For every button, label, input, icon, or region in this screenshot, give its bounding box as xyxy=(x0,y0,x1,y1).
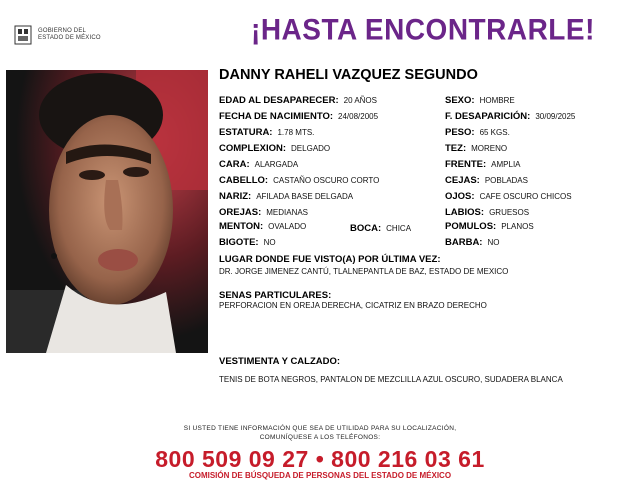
government-logo xyxy=(12,22,127,48)
field-label: BOCA: xyxy=(350,223,382,234)
field-value: AFILADA BASE DELGADA xyxy=(256,192,354,201)
field-label: CARA: xyxy=(219,159,250,170)
field-forehead xyxy=(445,160,521,170)
field-label: EDAD AL DESAPARECER: xyxy=(219,95,339,106)
field-age xyxy=(219,96,377,106)
field-cheekbones xyxy=(445,222,534,232)
field-disappearance-date xyxy=(445,112,575,122)
field-height xyxy=(219,128,314,138)
info-line-1: SI USTED TIENE INFORMACIÓN QUE SEA DE UTILIDAD PARA SU LOCALIZACIÓN, xyxy=(183,425,457,432)
field-value: NO xyxy=(487,238,500,247)
field-value: OVALADO xyxy=(268,222,307,231)
field-nose xyxy=(219,192,353,202)
field-label: CEJAS: xyxy=(445,175,480,186)
field-label: SEXO: xyxy=(445,95,475,106)
logo-text xyxy=(38,28,101,42)
logo-line-1: GOBIERNO DEL xyxy=(38,28,87,34)
field-value: GRUESOS xyxy=(489,208,530,217)
field-value: PLANOS xyxy=(501,222,534,231)
person-name: DANNY RAHELI VAZQUEZ SEGUNDO xyxy=(219,67,478,83)
field-value: MEDIANAS xyxy=(266,208,309,217)
field-label: OJOS: xyxy=(445,191,475,202)
field-label: OREJAS: xyxy=(219,207,262,218)
clothing-value: TENIS DE BOTA NEGROS, PANTALON DE MEZCLILLA AZUL OSCURO, SUDADERA BLANCA xyxy=(219,375,563,384)
field-label: BARBA: xyxy=(445,237,483,248)
field-value: 1.78 MTS. xyxy=(277,128,315,137)
field-value: 24/08/2005 xyxy=(338,112,379,121)
field-label: LABIOS: xyxy=(445,207,485,218)
info-line-2: COMUNÍQUESE A LOS TELÉFONOS: xyxy=(259,434,381,441)
field-value: CAFE OSCURO CHICOS xyxy=(479,192,572,201)
field-lips xyxy=(445,208,529,218)
field-ears xyxy=(219,208,308,218)
field-birthdate xyxy=(219,112,378,122)
headline: ¡HASTA ENCONTRARLE! xyxy=(251,13,595,46)
field-build xyxy=(219,144,330,154)
field-label: POMULOS: xyxy=(445,221,497,232)
logo-line-2: ESTADO DE MÉXICO xyxy=(38,35,101,41)
field-hair xyxy=(219,176,379,186)
field-value: NO xyxy=(263,238,276,247)
field-value: AMPLIA xyxy=(491,160,521,169)
marks-value: PERFORACION EN OREJA DERECHA, CICATRIZ EN BRAZO DERECHO xyxy=(219,301,487,310)
field-value: CASTAÑO OSCURO CORTO xyxy=(273,176,380,185)
field-complexion xyxy=(445,144,507,154)
marks-label: SENAS PARTICULARES: xyxy=(219,290,332,301)
commission-name: COMISIÓN DE BÚSQUEDA DE PERSONAS DEL ESTADO DE MÉXICO xyxy=(188,471,452,480)
field-value: HOMBRE xyxy=(479,96,515,105)
state-seal-icon xyxy=(12,24,34,46)
field-face xyxy=(219,160,298,170)
field-chin xyxy=(219,222,306,232)
last-seen-label: LUGAR DONDE FUE VISTO(A) POR ÚLTIMA VEZ: xyxy=(219,254,441,265)
phone-numbers: 800 509 09 27 • 800 216 03 61 xyxy=(155,446,485,472)
field-mouth xyxy=(350,224,411,234)
field-label: FRENTE: xyxy=(445,159,487,170)
field-value: CHICA xyxy=(386,224,412,233)
field-label: NARIZ: xyxy=(219,191,252,202)
field-label: FECHA DE NACIMIENTO: xyxy=(219,111,333,122)
field-sex xyxy=(445,96,515,106)
field-label: PESO: xyxy=(445,127,475,138)
field-label: TEZ: xyxy=(445,143,467,154)
field-eyebrows xyxy=(445,176,528,186)
field-label: BIGOTE: xyxy=(219,237,259,248)
field-label: MENTON: xyxy=(219,221,264,232)
field-eyes xyxy=(445,192,572,202)
field-beard xyxy=(445,238,499,248)
field-weight xyxy=(445,128,510,138)
field-value: POBLADAS xyxy=(484,176,528,185)
field-value: DELGADO xyxy=(291,144,331,153)
field-value: 30/09/2025 xyxy=(535,112,576,121)
field-label: ESTATURA: xyxy=(219,127,273,138)
field-label: F. DESAPARICIÓN: xyxy=(445,111,531,122)
field-label: COMPLEXION: xyxy=(219,143,287,154)
field-value: MORENO xyxy=(471,144,508,153)
field-value: ALARGADA xyxy=(254,160,299,169)
clothing-label: VESTIMENTA Y CALZADO: xyxy=(219,356,341,367)
field-value: 65 KGS. xyxy=(479,128,510,137)
missing-person-photo xyxy=(6,70,208,353)
field-value: 20 AÑOS xyxy=(343,96,377,105)
field-label: CABELLO: xyxy=(219,175,269,186)
field-mustache xyxy=(219,238,276,248)
last-seen-value: DR. JORGE JIMENEZ CANTÚ, TLALNEPANTLA DE BAZ, ESTADO DE MEXICO xyxy=(219,267,509,276)
